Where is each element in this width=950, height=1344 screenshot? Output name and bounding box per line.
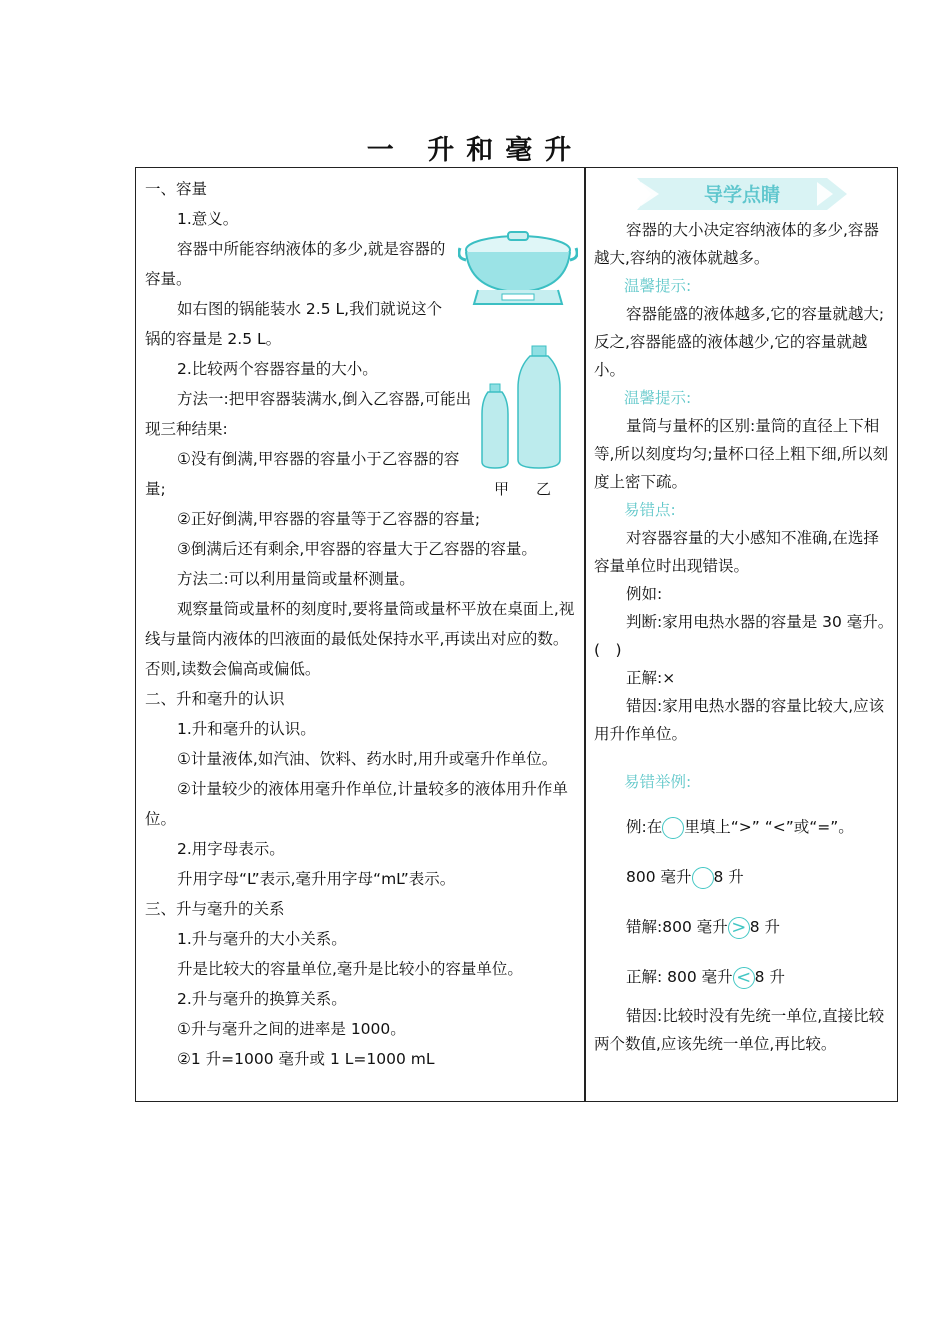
guide-banner-title: 导学点睛: [703, 184, 781, 206]
conversion-formula: ②1 升=1000 毫升或 1 L=1000 mL: [177, 1050, 435, 1068]
subheading-size-relation: 1.升与毫升的大小关系。: [177, 930, 347, 948]
greater-than-circle-icon: >: [728, 917, 750, 939]
bottle-large: [518, 346, 560, 468]
subheading-meaning: 1.意义。: [177, 210, 239, 228]
tip-label-error-example: 易错举例:: [624, 773, 692, 791]
paragraph-pot-example: 如右图的锅能装水 2.5 L,我们就说这个锅的容量是 2.5 L。: [145, 300, 443, 348]
wrong-solution: 错解:800 毫升 > 8 升: [626, 916, 781, 938]
example-instruction: 例:在 里填上“>” “<”或“=”。: [594, 802, 890, 852]
pot-illustration: [458, 228, 578, 310]
guide-paragraph-1: 容器的大小决定容纳液体的多少,容器越大,容纳的液体就越多。: [594, 221, 879, 267]
bottles-illustration: [476, 344, 576, 474]
column-divider: [584, 168, 586, 1101]
guide-paragraph-4: 对容器容量的大小感知不准确,在选择容量单位时出现错误。: [594, 529, 879, 575]
example-intro: 例如:: [626, 585, 663, 603]
units-small-large: ②计量较少的液体用毫升作单位,计量较多的液体用升作单位。: [145, 780, 568, 828]
guide-paragraph-3: 量筒与量杯的区别:量筒的直径上下相等,所以刻度均匀;量杯口径上粗下细,所以刻度上密下疏。: [594, 417, 889, 491]
result-three: ③倒满后还有剩余,甲容器的容量大于乙容器的容量。: [177, 540, 537, 558]
less-than-circle-icon: <: [733, 967, 755, 989]
error-reason-final: 错因:比较时没有先统一单位,直接比较两个数值,应该先统一单位,再比较。: [594, 1007, 885, 1053]
blank-circle-icon: [662, 817, 684, 839]
subheading-units: 1.升和毫升的认识。: [177, 720, 316, 738]
section-heading-relation: 三、升与毫升的关系: [145, 900, 285, 918]
section-heading-capacity: 一、容量: [145, 180, 208, 198]
bottle-label-jia-text: 甲: [494, 480, 510, 498]
content-table: [135, 167, 917, 1102]
result-two: ②正好倒满,甲容器的容量等于乙容器的容量;: [177, 510, 481, 528]
letters-text: 升用字母“L”表示,毫升用字母“mL”表示。: [177, 870, 456, 888]
paragraph-reading-scale: 观察量筒或量杯的刻度时,要将量筒或量杯平放在桌面上,视线与量筒内液体的凹液面的最低处保持水平,再读出对应的数。否则,读数会偏高或偏低。: [145, 600, 575, 678]
judgment-reason: 错因:家用电热水器的容量比较大,应该用升作单位。: [594, 697, 885, 743]
subheading-compare: 2.比较两个容器容量的大小。: [177, 360, 378, 378]
bottle-label-yi-text: 乙: [536, 480, 552, 498]
judgment-answer: 正解:×: [626, 669, 676, 687]
blank-circle-icon: [692, 867, 714, 889]
bottle-small: [482, 384, 508, 468]
guide-paragraph-2: 容器能盛的液体越多,它的容量就越大;反之,容器能盛的液体越少,它的容量就越小。: [594, 305, 885, 379]
example-question: 800 毫升 8 升: [594, 852, 890, 902]
tip-label-1: 温馨提示:: [624, 277, 692, 295]
subheading-letters: 2.用字母表示。: [177, 840, 285, 858]
page-title: 一 升和毫升: [366, 135, 584, 166]
conversion-rate: ①升与毫升之间的进率是 1000。: [177, 1020, 406, 1038]
correct-solution: 正解: 800 毫升 < 8 升: [626, 966, 785, 988]
method-one: 方法一:把甲容器装满水,倒入乙容器,可能出现三种结果:: [145, 390, 472, 438]
judgment-question: 判断:家用电热水器的容量是 30 毫升。 ( ): [594, 613, 917, 659]
section-heading-units: 二、升和毫升的认识: [145, 690, 285, 708]
tip-label-2: 温馨提示:: [624, 389, 692, 407]
subheading-conversion: 2.升与毫升的换算关系。: [177, 990, 347, 1008]
result-one: ①没有倒满,甲容器的容量小于乙容器的容量;: [145, 450, 460, 498]
right-column: [594, 176, 917, 1058]
method-two: 方法二:可以利用量筒或量杯测量。: [177, 570, 415, 588]
guide-banner: [637, 176, 847, 212]
units-usage: ①计量液体,如汽油、饮料、药水时,用升或毫升作单位。: [177, 750, 558, 768]
tip-label-error-point: 易错点:: [624, 501, 676, 519]
paragraph-capacity-definition: 容器中所能容纳液体的多少,就是容器的容量。: [145, 240, 446, 288]
size-relation-text: 升是比较大的容量单位,毫升是比较小的容量单位。: [177, 960, 523, 978]
